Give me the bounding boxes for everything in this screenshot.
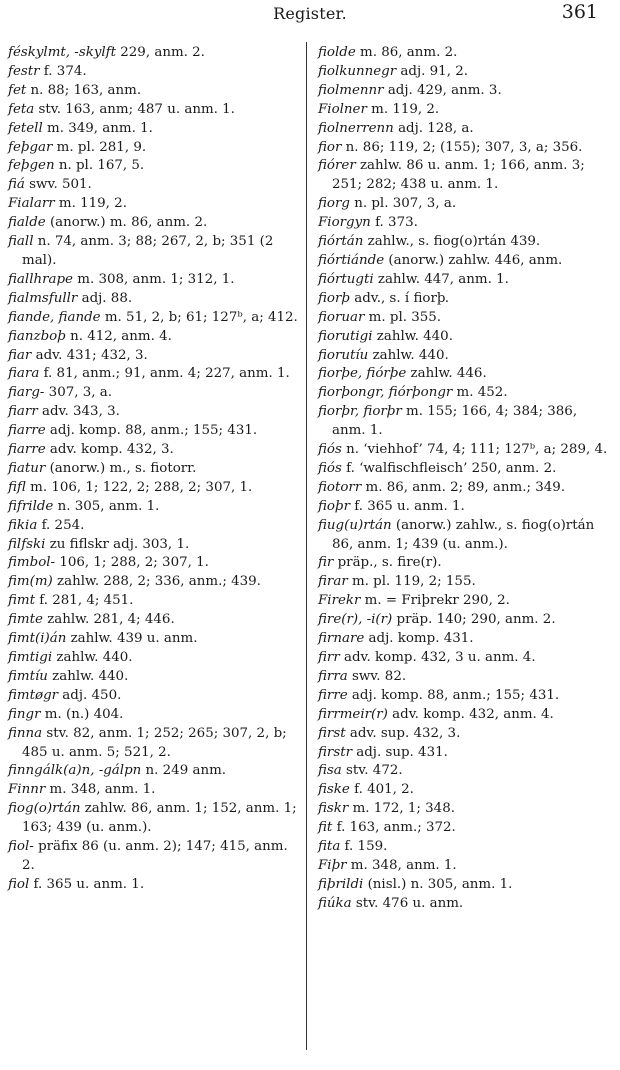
index-entry [318, 649, 614, 668]
index-entry [318, 554, 614, 573]
headword: fifl [8, 479, 26, 495]
index-entry [318, 365, 614, 384]
headword: fimte [8, 612, 43, 628]
entry-references: zahlw., s. fiog(o)rtán 439. [363, 234, 541, 250]
index-entry [8, 139, 300, 158]
entry-references: m. 106, 1; 122, 2; 288, 2; 307, 1. [25, 479, 253, 495]
headword: fiarr [8, 404, 38, 420]
headword: fiorþe, fiórþe [318, 366, 407, 382]
headword: fiarg- [8, 385, 45, 401]
entry-references: m. 452. [452, 385, 508, 401]
index-entry [318, 403, 614, 441]
headword: fiós [318, 442, 342, 458]
entry-references: präfix 86 (u. anm. 2); 147; 415, anm. 2. [22, 839, 288, 873]
entry-references: m. 119, 2. [366, 101, 440, 117]
entry-references: (anorw.) zahlw., s. fiog(o)rtán 86, anm. 1; 439 (u. anm.). [332, 517, 595, 552]
index-entry [8, 101, 300, 120]
headword: finna [8, 725, 43, 741]
headword: fiórtiánde [318, 252, 385, 268]
index-entry [318, 195, 614, 214]
headword: fikia [8, 517, 38, 533]
headword: Fiorgyn [318, 215, 371, 231]
index-entry [8, 441, 300, 460]
index-entry [318, 44, 614, 63]
entry-references: n. 86; 119, 2; (155); 307, 3, a; 356. [341, 139, 583, 155]
entry-references: (nisl.) n. 305, anm. 1. [363, 876, 513, 892]
index-entry [318, 271, 614, 290]
headword: firr [318, 650, 340, 665]
headword: festr [8, 63, 40, 79]
index-entry [8, 554, 300, 573]
entry-references: zu fiflskr adj. 303, 1. [45, 536, 190, 552]
index-entry [8, 403, 300, 422]
headword: fiatur [8, 460, 46, 476]
headword: fiós [318, 460, 342, 476]
index-entry [318, 517, 614, 555]
index-entry [318, 744, 614, 763]
headword: fita [318, 839, 341, 855]
entry-references: f. 401, 2. [349, 782, 414, 798]
entry-references: m. = Friþrekr 290, 2. [360, 593, 510, 609]
index-entry [8, 460, 300, 479]
entry-references: f. 373. [370, 215, 418, 231]
index-entry [8, 706, 300, 725]
index-entry [318, 290, 614, 309]
headword: first [318, 725, 346, 741]
index-entry [318, 781, 614, 800]
headword: fiolde [318, 45, 356, 60]
headword: fimt(i)án [8, 631, 67, 647]
headword: fiol [8, 876, 30, 892]
index-entry [8, 384, 300, 403]
headword: fire(r), -i(r) [318, 612, 393, 628]
headword: fiol- [8, 839, 34, 855]
index-entry [8, 592, 300, 611]
index-entry [8, 479, 300, 498]
page-header [0, 0, 620, 34]
entry-references: 106, 1; 288, 2; 307, 1. [55, 555, 209, 571]
entry-references: adv. komp. 432, anm. 4. [387, 706, 554, 722]
headword: fior [318, 139, 342, 155]
headword: fim(m) [8, 574, 53, 590]
entry-references: (anorw.) m. 86, anm. 2. [45, 215, 208, 231]
index-entry [8, 82, 300, 101]
headword: finngálk(a)n, -gálpn [8, 763, 142, 779]
index-entry [318, 101, 614, 120]
headword: fiog(o)rtán [8, 801, 81, 817]
entry-references: n. pl. 307, 3, a. [349, 196, 457, 212]
index-entry [8, 214, 300, 233]
index-entry [8, 573, 300, 592]
headword: fiórtán [318, 234, 364, 250]
index-entry [318, 120, 614, 139]
entry-references: (anorw.) m., s. fiotorr. [45, 460, 197, 476]
index-entry [318, 895, 614, 914]
headword: fisa [318, 763, 342, 779]
headword: firrmeir(r) [318, 706, 388, 722]
entry-references: f. 365 u. anm. 1. [349, 498, 465, 514]
headword: fiorutigi [318, 328, 373, 344]
headword: fiande, fiande [8, 309, 101, 325]
index-entry [318, 611, 614, 630]
index-entry [318, 63, 614, 82]
headword: féskylmt, -skylft [8, 45, 117, 60]
entry-references: m. 172, 1; 348. [348, 801, 455, 817]
index-entry [318, 441, 614, 460]
entry-references: m. (n.) 404. [40, 706, 124, 722]
entry-references: m. 348, anm. 1. [346, 857, 457, 873]
entry-references: zahlw. 288, 2; 336, anm.; 439. [52, 574, 261, 590]
entry-references: 229, anm. 2. [116, 45, 205, 60]
headword: fiarre [8, 423, 46, 439]
headword: Finnr [8, 782, 46, 798]
index-entry [8, 44, 300, 63]
index-entry [8, 838, 300, 876]
index-entry [8, 63, 300, 82]
entry-references: adj. komp. 431. [364, 631, 474, 647]
headword: filfski [8, 536, 46, 552]
entry-references: adj. 88. [77, 290, 133, 306]
headword: fiotorr [318, 479, 362, 495]
entry-references: m. 86, anm. 2. [355, 45, 458, 60]
entry-references: zahlw. 440. [368, 347, 449, 363]
index-entry [318, 800, 614, 819]
entry-references: m. 119, 2. [54, 196, 127, 212]
headword: fianzboþ [8, 328, 66, 344]
index-entry [318, 328, 614, 347]
entry-references: f. 374. [39, 63, 87, 79]
index-entry [318, 706, 614, 725]
headword: fifrilde [8, 498, 54, 514]
index-entry [318, 876, 614, 895]
entry-references: adj. 91, 2. [396, 63, 468, 79]
headword: fir [318, 555, 334, 571]
entry-references: stv. 476 u. anm. [351, 895, 464, 911]
headword: Fiþr [318, 857, 347, 873]
headword: firra [318, 668, 348, 684]
index-entry [8, 668, 300, 687]
entry-references: swv. 501. [24, 177, 92, 193]
index-entry [8, 498, 300, 517]
headword: fiórer [318, 158, 356, 174]
entry-references: adj. 128, a. [393, 120, 474, 136]
entry-references: 307, 3, a. [44, 385, 113, 401]
index-entry [8, 422, 300, 441]
index-entry [8, 271, 300, 290]
headword: feta [8, 101, 35, 117]
headword: fiall [8, 234, 34, 250]
headword: fiá [8, 177, 25, 193]
index-entry [318, 762, 614, 781]
entry-references: zahlw. 281, 4; 446. [42, 612, 175, 628]
headword: fetell [8, 120, 43, 136]
headword: fiskr [318, 801, 349, 817]
headword: fiúka [318, 895, 352, 911]
headword: feþgen [8, 158, 55, 174]
headword: fimtíu [8, 668, 48, 684]
headword: firstr [318, 744, 352, 760]
headword: fimt [8, 593, 36, 609]
index-entry [318, 139, 614, 158]
entry-references: m. 86, anm. 2; 89, anm.; 349. [361, 479, 566, 495]
entry-references: f. 81, anm.; 91, anm. 4; 227, anm. 1. [39, 366, 290, 382]
headword: fiolkunnegr [318, 63, 397, 79]
index-entry [8, 800, 300, 838]
index-entry [318, 498, 614, 517]
entry-references: adj. komp. 88, anm.; 155; 431. [45, 423, 258, 439]
headword: fiolmennr [318, 82, 384, 98]
headword: fiar [8, 347, 32, 363]
headword: fimtigi [8, 650, 53, 665]
index-entry [8, 233, 300, 271]
index-entry [318, 573, 614, 592]
index-entry [8, 536, 300, 555]
index-entry [8, 517, 300, 536]
left-column [8, 44, 300, 895]
headword: fioþr [318, 498, 350, 514]
headword: fiallhrape [8, 271, 73, 287]
entry-references: n. 88; 163, anm. [26, 82, 142, 98]
headword: fingr [8, 706, 41, 722]
index-entry [318, 214, 614, 233]
entry-references: n. 305, anm. 1. [53, 498, 160, 514]
entry-references: m. 308, anm. 1; 312, 1. [73, 271, 235, 287]
headword: fiorg [318, 196, 350, 212]
column-divider [306, 42, 307, 1050]
headword: fiorþongr, fiórþongr [318, 385, 453, 401]
headword: fiske [318, 782, 350, 798]
index-entry [8, 687, 300, 706]
index-entry [318, 725, 614, 744]
entry-references: stv. 472. [341, 763, 403, 779]
index-entry [8, 328, 300, 347]
headword: fimbol- [8, 555, 56, 571]
headword: Fiolner [318, 101, 367, 117]
entry-references: m. pl. 281, 9. [52, 139, 147, 155]
entry-references: zahlw. 86 u. anm. 1; 166, anm. 3; 251; 282; 438 u. anm. 1. [332, 158, 585, 193]
headword: fiorutíu [318, 347, 369, 363]
entry-references: m. 155; 166, 4; 384; 386, anm. 1. [332, 404, 578, 439]
entry-references: n. 249 anm. [141, 763, 227, 779]
headword: fioruar [318, 309, 365, 325]
headword: fit [318, 820, 333, 836]
index-entry [318, 819, 614, 838]
entry-references: adv. 343, 3. [37, 404, 120, 420]
running-title: Register. [273, 4, 347, 23]
entry-references: m. pl. 355. [364, 309, 442, 325]
headword: fiug(u)rtán [318, 517, 392, 533]
index-entry [8, 611, 300, 630]
index-entry [318, 309, 614, 328]
headword: firar [318, 574, 348, 590]
entry-references: f. ‘walfischfleisch’ 250, anm. 2. [341, 460, 557, 476]
entry-references: adj. 429, anm. 3. [383, 82, 502, 98]
right-column [318, 44, 614, 914]
entry-references: n. 412, anm. 4. [65, 328, 172, 344]
entry-references: m. 348, anm. 1. [45, 782, 156, 798]
entry-references: m. pl. 119, 2; 155. [347, 574, 476, 590]
index-entry [318, 838, 614, 857]
index-entry [8, 876, 300, 895]
entry-references: n. ‘viehhof’ 74, 4; 111; 127ᵇ, a; 289, 4. [341, 442, 608, 458]
entry-references: zahlw. 439 u. anm. [66, 631, 198, 647]
entry-references: zahlw. 447, anm. 1. [373, 271, 509, 287]
index-entry [8, 176, 300, 195]
index-entry [318, 687, 614, 706]
index-entry [8, 157, 300, 176]
headword: fiarre [8, 442, 46, 458]
entry-references: adj. 450. [58, 687, 122, 703]
entry-references: m. 349, anm. 1. [42, 120, 153, 136]
entry-references: zahlw. 86, anm. 1; 152, anm. 1; 163; 439 (u. anm.). [22, 801, 297, 836]
entry-references: f. 163, anm.; 372. [332, 820, 456, 836]
headword: fiórtugti [318, 271, 374, 287]
headword: fimtøgr [8, 687, 59, 703]
entry-references: adv. 431; 432, 3. [31, 347, 148, 363]
index-entry [8, 120, 300, 139]
index-entry [318, 857, 614, 876]
entry-references: adv. komp. 432, 3 u. anm. 4. [339, 650, 536, 665]
entry-references: f. 281, 4; 451. [35, 593, 134, 609]
index-entry [318, 347, 614, 366]
index-entry [318, 82, 614, 101]
entry-references: adj. sup. 431. [352, 744, 448, 760]
index-entry [318, 460, 614, 479]
entry-references: stv. 82, anm. 1; 252; 265; 307, 2, b; 485 u. anm. 5; 521, 2. [22, 725, 287, 760]
index-entry [8, 781, 300, 800]
headword: fialde [8, 215, 46, 231]
entry-references: f. 159. [340, 839, 388, 855]
index-entry [8, 365, 300, 384]
headword: firnare [318, 631, 365, 647]
entry-references: zahlw. 440. [47, 668, 129, 684]
headword: feþgar [8, 139, 53, 155]
headword: fiorþr, fiorþr [318, 404, 402, 420]
entry-references: adj. komp. 88, anm.; 155; 431. [347, 687, 560, 703]
entry-references: präp. 140; 290, anm. 2. [392, 612, 556, 628]
index-entry [8, 762, 300, 781]
page-number: 361 [561, 1, 598, 23]
index-entry [318, 592, 614, 611]
entry-references: adv. sup. 432, 3. [345, 725, 461, 741]
index-entry [8, 630, 300, 649]
entry-references: n. pl. 167, 5. [54, 158, 145, 174]
index-entry [8, 309, 300, 328]
index-entry [318, 157, 614, 195]
entry-references: zahlw. 440. [52, 650, 133, 665]
index-entry [8, 195, 300, 214]
headword: fet [8, 82, 27, 98]
entry-references: zahlw. 446. [406, 366, 487, 382]
headword: firre [318, 687, 348, 703]
entry-references: swv. 82. [347, 668, 407, 684]
index-entry [8, 649, 300, 668]
entry-references: präp., s. fire(r). [333, 555, 442, 571]
index-entry [318, 630, 614, 649]
entry-references: adv. komp. 432, 3. [45, 442, 174, 458]
headword: fiorþ [318, 290, 350, 306]
headword: fiara [8, 366, 40, 382]
index-entry [318, 233, 614, 252]
entry-references: m. 51, 2, b; 61; 127ᵇ, a; 412. [100, 309, 298, 325]
index-entry [318, 252, 614, 271]
entry-references: adv., s. í fiorþ. [349, 290, 450, 306]
entry-references: f. 254. [37, 517, 85, 533]
headword: fiolnerrenn [318, 120, 394, 136]
headword: Fialarr [8, 196, 55, 212]
entry-references: f. 365 u. anm. 1. [29, 876, 145, 892]
entry-references: n. 74, anm. 3; 88; 267, 2, b; 351 (2 mal). [22, 234, 274, 268]
index-entry [8, 290, 300, 309]
index-entry [318, 668, 614, 687]
index-entry [8, 725, 300, 763]
index-entry [318, 384, 614, 403]
entry-references: zahlw. 440. [372, 328, 453, 344]
headword: fiþrildi [318, 876, 364, 892]
headword: fialmsfullr [8, 290, 78, 306]
index-entry [8, 347, 300, 366]
entry-references: (anorw.) zahlw. 446, anm. [384, 252, 563, 268]
index-entry [318, 479, 614, 498]
entry-references: stv. 163, anm; 487 u. anm. 1. [34, 101, 235, 117]
headword: Firekr [318, 593, 361, 609]
